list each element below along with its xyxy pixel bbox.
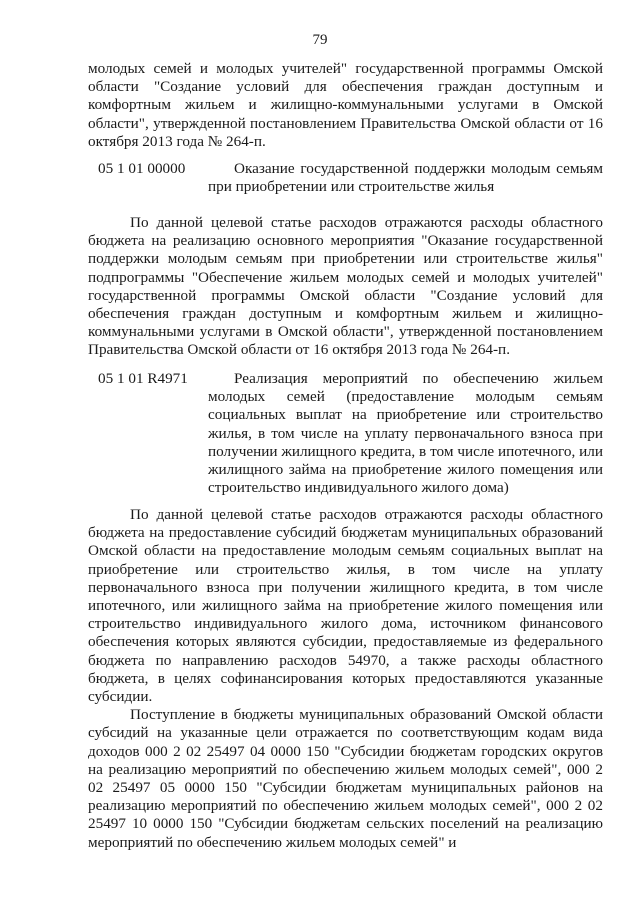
intro-text: молодых семей и молодых учителей" государственной программы Омской области "Создание условий для обеспечения граждан доступным и комфортным жильем и жилищно-коммунальными услугами в Омской области", утвержденной постановлением Правительства Омской области от 16 октября 2013 года № 264-п. — [88, 60, 603, 150]
description-paragraph: По данной целевой статье расходов отражаются расходы областного бюджета на предоставление субсидий бюджетам муниципальных образований Омской области на предоставление молодым семьям социальных выплат на приобретение или строительство жилья, в том числе на уплату первоначального взноса при получении жилищного кредита, в том числе ипотечного, или жилищного займа на приобретение жилого помещения или строительство индивидуального жилого дома, источником финансового обеспечения которых являются субсидии, предоставляемые из федерального бюджета по направлению расходов 54970, а также расходы областного бюджета, в целях софинансирования которых предоставляются указанные субсидии. — [88, 506, 603, 706]
entry-title: Оказание государственной поддержки молодым семьям при приобретении или строительстве жилья — [208, 160, 603, 196]
page-number: 79 — [312, 32, 328, 48]
description-paragraph: Поступление в бюджеты муниципальных образований Омской области субсидий на указанные цели отражается по соответствующим кодам вида доходов 000 2 02 25497 04 0000 150 "Субсидии бюджетам городских округов на реализацию мероприятий по обеспечению жильем молодых семей", 000 2 02 25497 05 0000 150 "Субсидии бюджетам муниципальных районов на реализацию мероприятий по обеспечению жильем молодых семей", 000 2 02 25497 10 0000 150 "Субсидии бюджетам сельских поселений на реализацию мероприятий по обеспечению жильем молодых семей" и — [88, 706, 603, 851]
description-paragraph: По данной целевой статье расходов отражаются расходы областного бюджета на реализацию основного мероприятия "Оказание государственной поддержки молодым семьям при приобретении или строительстве жилья" подпрограммы "Обеспечение жильем молодых семей и молодых учителей" государственной программы Омской области "Создание условий для обеспечения граждан доступным и комфортным жильем и жилищно-коммунальными услугами в Омской области", утвержденной постановлением Правительства Омской области от 16 октября 2013 года № 264-п. — [88, 214, 603, 359]
entry-title: Реализация мероприятий по обеспечению жильем молодых семей (предоставление молодым семьям социальных выплат на приобретение или строительство жилья, в том числе на уплату первоначального взноса при получении жилищного кредита, в том числе ипотечного, или жилищного займа на приобретение жилого помещения или строительство индивидуального жилого дома) — [208, 370, 603, 497]
entry-05-1-01-00000-description — [88, 214, 603, 360]
entry-code: 05 1 01 00000 — [98, 160, 186, 177]
entry-code: 05 1 01 R4971 — [98, 370, 188, 387]
entry-05-1-01-R4971-description — [88, 506, 603, 852]
intro-paragraph — [88, 60, 603, 151]
